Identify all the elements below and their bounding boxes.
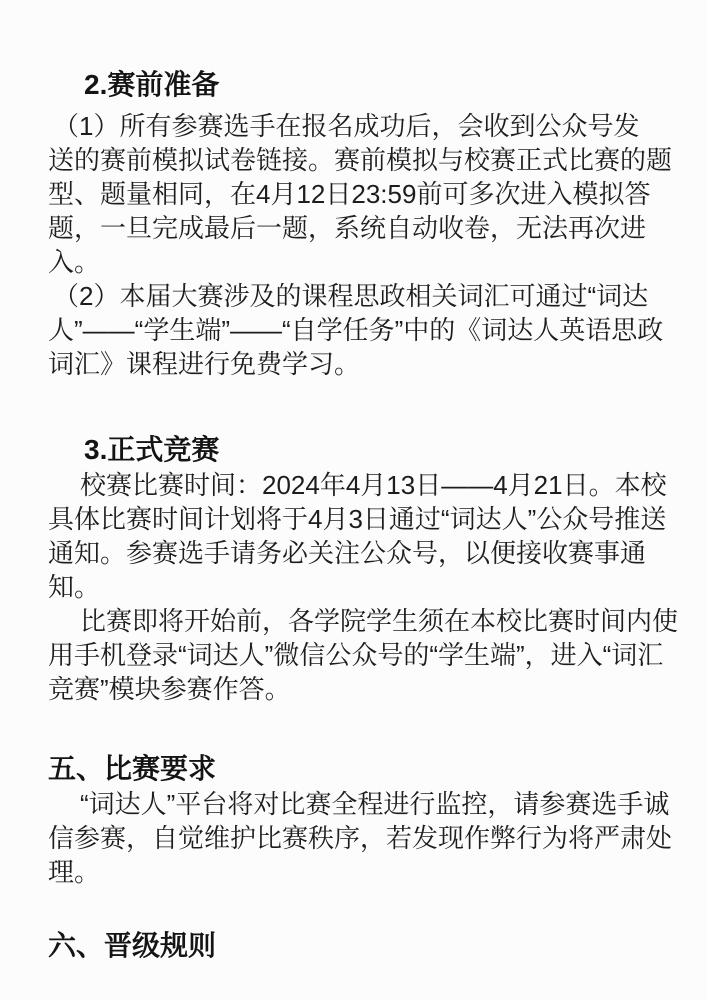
text-line: （1）所有参赛选手在报名成功后，会收到公众号发 (53, 111, 640, 141)
text-line: 理。 (48, 857, 101, 887)
text-line: 通知。参赛选手请务必关注公众号，以便接收赛事通 (48, 538, 647, 568)
text-line: 信参赛，自觉维护比赛秩序，若发现作弊行为将严肃处 (48, 823, 673, 853)
text-line: 比赛即将开始前，各学院学生须在本校比赛时间内使 (80, 606, 679, 636)
paragraph (48, 787, 673, 889)
numbered-heading: 3.正式竞赛 (84, 434, 220, 465)
text-line: 型、题量相同，在4月12日23:59前可多次进入模拟答 (48, 179, 651, 209)
text-line: （2）本届大赛涉及的课程思政相关词汇可通过“词达 (53, 281, 649, 311)
text-line: “词达人”平台将对比赛全程进行监控，请参赛选手诚 (80, 789, 670, 819)
text-line: 题，一旦完成最后一题，系统自动收卷，无法再次进 (48, 213, 647, 243)
text-line: 校赛比赛时间：2024年4月13日——4月21日。本校 (80, 470, 667, 500)
paragraph (48, 109, 673, 279)
section-heading: 六、晋级规则 (48, 930, 217, 961)
text-line: 送的赛前模拟试卷链接。赛前模拟与校赛正式比赛的题 (48, 145, 673, 175)
text-line: 人”——“学生端”——“自学任务”中的《词达人英语思政 (48, 315, 664, 345)
text-line: 具体比赛时间计划将于4月3日通过“词达人”公众号推送 (48, 504, 667, 534)
paragraph (48, 468, 668, 604)
text-line: 用手机登录“词达人”微信公众号的“学生端”，进入“词汇 (48, 640, 664, 670)
text-line: 入。 (48, 247, 101, 277)
text-line: 词汇》课程进行免费学习。 (48, 349, 361, 379)
document-body (48, 0, 679, 964)
text-line: 竞赛”模块参赛作答。 (48, 674, 291, 704)
section-heading: 五、比赛要求 (48, 753, 217, 784)
numbered-heading: 2.赛前准备 (84, 69, 220, 100)
paragraph (48, 604, 679, 706)
paragraph (48, 279, 668, 381)
text-line: 知。 (48, 572, 101, 602)
